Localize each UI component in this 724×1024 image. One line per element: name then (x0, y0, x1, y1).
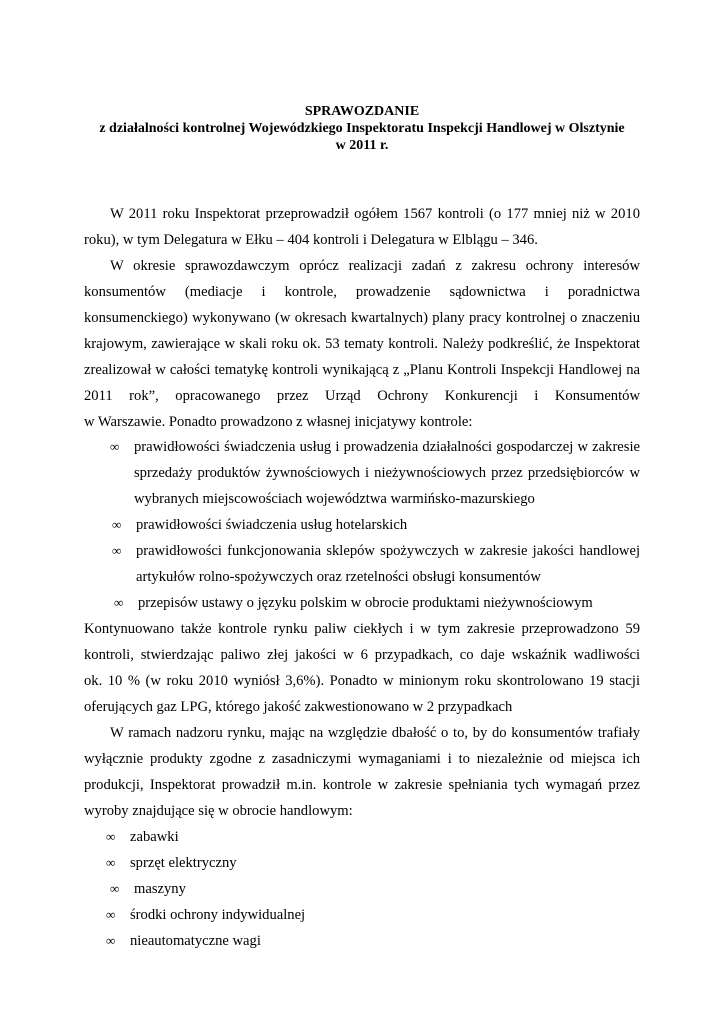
title-line-2: z działalności kontrolnej Wojewódzkiego Inspektoratu Inspekcji Handlowej w Olsztynie (99, 121, 625, 136)
paragraph-2-line-7: w Warszawie. Ponadto prowadzono z własnej inicjatywy kontrole: (84, 414, 473, 430)
list-bullet-icon: ∞ (112, 543, 122, 558)
paragraph-4-line-2: wyłącznie produkty zgodne z zasadniczymi wymaganiami i to niezależnie od miejsca ich (84, 751, 640, 767)
paragraph-1-line-2: roku), w tym Delegatura w Ełku – 404 kontroli i Delegatura w Elblągu – 346. (84, 232, 538, 248)
paragraph-4-line-3: produkcji, Inspektorat prowadził m.in. kontrole w zakresie spełniania tych wymagań przez (84, 777, 640, 793)
list-item-1-line-3: wybranych miejscowościach województwa warmińsko-mazurskiego (134, 491, 535, 507)
report-title (0, 103, 724, 154)
list-bullet-icon: ∞ (110, 439, 120, 454)
list2-item-1: zabawki (130, 829, 179, 845)
paragraph-3-line-1: Kontynuowano także kontrole rynku paliw ciekłych i w tym zakresie przeprowadzono 59 (84, 621, 640, 637)
list-bullet-icon: ∞ (106, 933, 116, 948)
list2-item-4: środki ochrony indywidualnej (130, 907, 306, 923)
paragraph-2-line-5: zrealizował w całości tematykę kontroli wynikającą z „Planu Kontroli Inspekcji Handlowej na (84, 362, 640, 378)
paragraph-3-line-2: kontroli, stwierdzając paliwo złej jakości w 6 przypadkach, co daje wskaźnik wadliwości (84, 647, 640, 663)
paragraph-4-line-4: wyroby znajdujące się w obrocie handlowym: (84, 803, 353, 819)
paragraph-3-line-4: oferujących gaz LPG, którego jakość zakwestionowano w 2 przypadkach (84, 699, 513, 715)
list-bullet-icon: ∞ (106, 907, 116, 922)
paragraph-1-line-1: W 2011 roku Inspektorat przeprowadził ogółem 1567 kontroli (o 177 mniej niż w 2010 (110, 206, 640, 222)
list-bullet-icon: ∞ (106, 855, 116, 870)
list-item-3-line-1: prawidłowości funkcjonowania sklepów spożywczych w zakresie jakości handlowej (136, 543, 640, 559)
list-item-3-line-2: artykułów rolno-spożywczych oraz rzetelności obsługi konsumentów (136, 569, 541, 585)
list-bullet-icon: ∞ (114, 595, 124, 610)
title-line-3: w 2011 r. (335, 138, 389, 153)
paragraph-3-line-3: ok. 10 % (w roku 2010 wyniósł 3,6%). Ponadto w minionym roku skontrolowano 19 stacji (84, 673, 640, 689)
list-bullet-icon: ∞ (112, 517, 122, 532)
list2-item-5: nieautomatyczne wagi (130, 933, 261, 949)
paragraph-2-line-3: konsumenckiego) wykonywano (w okresach kwartalnych) plany pracy kontrolnej o znaczeniu (84, 310, 640, 326)
list2-item-2: sprzęt elektryczny (130, 855, 237, 871)
paragraph-4-line-1: W ramach nadzoru rynku, mając na względzie dbałość o to, by do konsumentów trafiały (110, 725, 640, 741)
paragraph-2-line-6: 2011 rok”, opracowanego przez Urząd Ochrony Konkurencji i Konsumentów (84, 388, 640, 404)
paragraph-2-line-2: konsumentów (mediacje i kontrole, prowadzenie sądownictwa i poradnictwa (84, 284, 640, 300)
paragraph-2-line-4: krajowym, zawierające w skali roku ok. 53 tematy kontroli. Należy podkreślić, że Inspektorat (84, 336, 640, 352)
list-item-4-line-1: przepisów ustawy o języku polskim w obrocie produktami nieżywnościowym (138, 595, 593, 611)
list-bullet-icon: ∞ (106, 829, 116, 844)
list-item-2-line-1: prawidłowości świadczenia usług hotelarskich (136, 517, 408, 533)
list-item-1-line-1: prawidłowości świadczenia usług i prowadzenia działalności gospodarczej w zakresie (134, 439, 640, 455)
title-line-1: SPRAWOZDANIE (304, 104, 420, 119)
list2-item-3: maszyny (134, 881, 186, 897)
list-item-1-line-2: sprzedaży produktów żywnościowych i nieżywnościowych przez przedsiębiorców w (134, 465, 640, 481)
paragraph-2-line-1: W okresie sprawozdawczym oprócz realizacji zadań z zakresu ochrony interesów (110, 258, 640, 274)
list-bullet-icon: ∞ (110, 881, 120, 896)
